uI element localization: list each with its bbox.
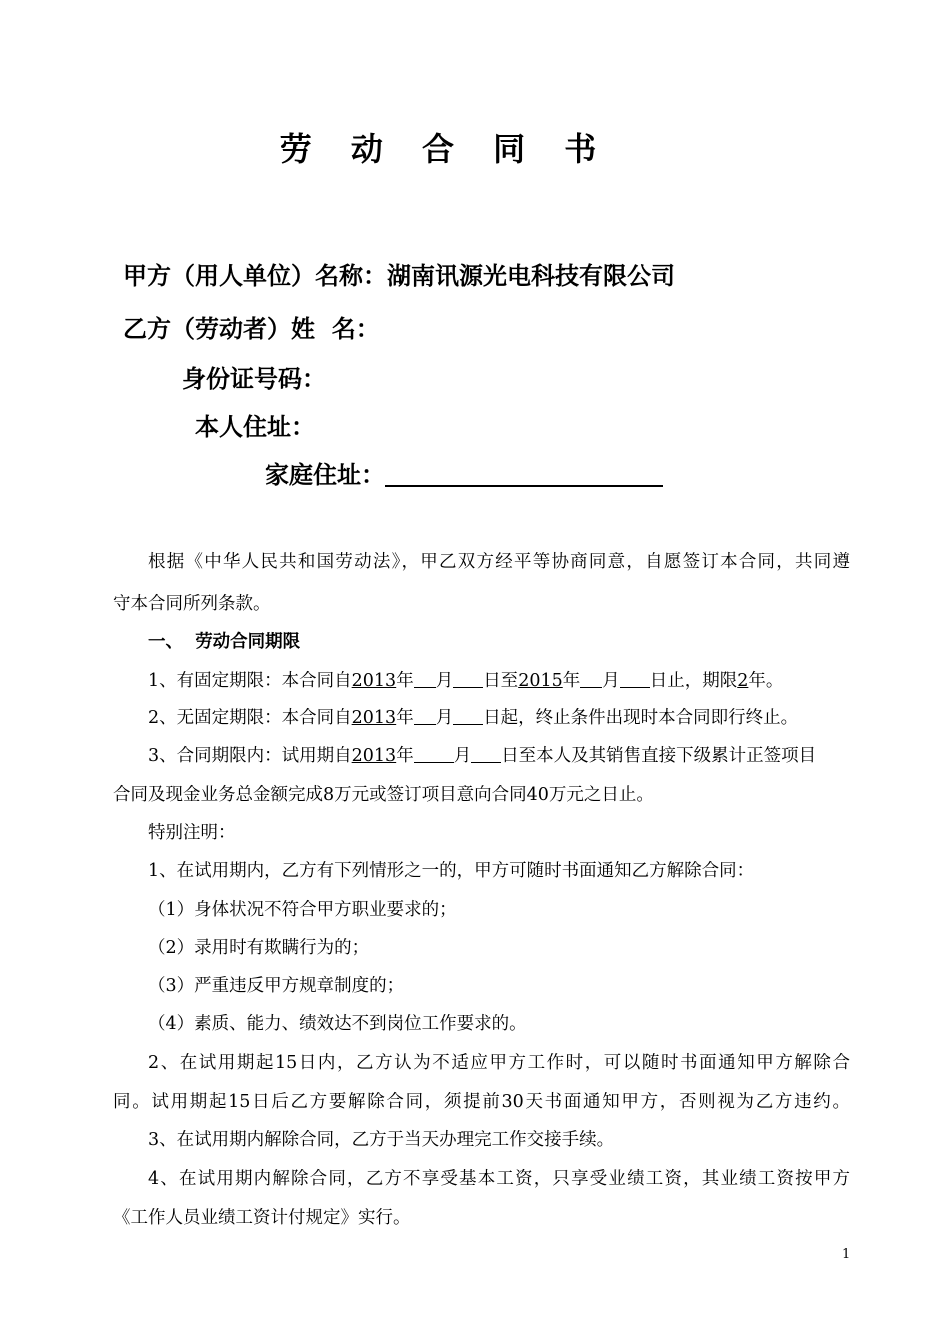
text: 月	[453, 746, 472, 766]
note-line: （2）录用时有欺瞒行为的；	[148, 938, 370, 958]
text: 日至本人及其销售直接下级累计正签项目	[501, 746, 817, 766]
term-item-3-line-2: 合同及现金业务总金额完成8万元或签订项目意向合同40万元之日止。	[113, 785, 654, 805]
term-years: 2	[737, 671, 749, 691]
notes-heading: 特别注明：	[148, 823, 236, 843]
home-address-label: 家庭住址：	[265, 461, 385, 489]
home-address-field	[265, 455, 663, 490]
note-line: 3、在试用期内解除合同，乙方于当天办理完工作交接手续。	[148, 1130, 615, 1150]
party-a-value: 湖南讯源光电科技有限公司	[387, 262, 675, 290]
text: 年。	[748, 671, 784, 691]
note-line: 《工作人员业绩工资计付规定》实行。	[113, 1208, 411, 1228]
party-a-label: 甲方（用人单位）名称：	[123, 262, 387, 290]
month-blank	[580, 672, 602, 688]
note-line: （1）身体状况不符合甲方职业要求的；	[148, 900, 457, 920]
start-year: 2013	[351, 671, 397, 691]
intro-line-2: 守本合同所列条款。	[113, 594, 271, 614]
text: 日起，终止条件出现时本合同即行终止。	[483, 708, 799, 728]
text: 3、合同期限内：试用期自	[148, 746, 352, 766]
section-1-heading	[113, 623, 850, 661]
page-number: 1	[842, 1247, 851, 1262]
text: 月	[602, 671, 620, 691]
start-year: 2013	[351, 746, 397, 766]
month-blank	[414, 709, 436, 725]
document-title: 劳 动 合 同 书	[279, 130, 611, 168]
text: 月	[435, 671, 454, 691]
end-year: 2015	[518, 671, 563, 691]
section-title: 劳动合同期限	[195, 632, 301, 652]
day-blank	[471, 747, 501, 763]
text: 月	[435, 708, 454, 728]
text: 2、无固定期限：本合同自	[148, 708, 352, 728]
home-address-blank	[385, 459, 663, 487]
day-blank	[453, 709, 483, 725]
intro-line-1: 根据《中华人民共和国劳动法》，甲乙双方经平等协商同意，自愿签订本合同，共同遵	[148, 552, 850, 572]
text: 年	[562, 671, 581, 691]
text: 日至	[483, 671, 519, 691]
party-b-label: 乙方（劳动者）姓 名：	[123, 315, 380, 343]
term-item-2	[113, 699, 850, 737]
text: 年	[396, 671, 414, 691]
text: 日止，期限	[649, 671, 738, 691]
start-year: 2013	[351, 708, 397, 728]
note-line: （3）严重违反甲方规章制度的；	[148, 976, 405, 996]
note-line: 2、在试用期起15日内，乙方认为不适应甲方工作时，可以随时书面通知甲方解除合	[148, 1053, 850, 1073]
note-line: （4）素质、能力、绩效达不到岗位工作要求的。	[148, 1014, 527, 1034]
text: 年	[396, 708, 414, 728]
section-number: 一、	[148, 632, 183, 652]
id-number-label: 身份证号码：	[182, 365, 326, 393]
party-a-field	[123, 256, 675, 291]
term-item-1	[113, 662, 850, 700]
note-line: 4、在试用期内解除合同，乙方不享受基本工资，只享受业绩工资，其业绩工资按甲方	[148, 1169, 850, 1189]
text: 1、有固定期限：本合同自	[148, 671, 352, 691]
text: 年	[396, 746, 414, 766]
note-line: 1、在试用期内，乙方有下列情形之一的，甲方可随时书面通知乙方解除合同：	[148, 861, 755, 881]
day-blank	[620, 672, 650, 688]
month-blank	[414, 747, 454, 763]
month-blank	[414, 672, 436, 688]
address-label: 本人住址：	[195, 413, 315, 441]
note-line: 同。试用期起15日后乙方要解除合同，须提前30天书面通知甲方，否则视为乙方违约。	[113, 1092, 850, 1112]
day-blank	[453, 672, 483, 688]
term-item-3	[113, 737, 850, 775]
